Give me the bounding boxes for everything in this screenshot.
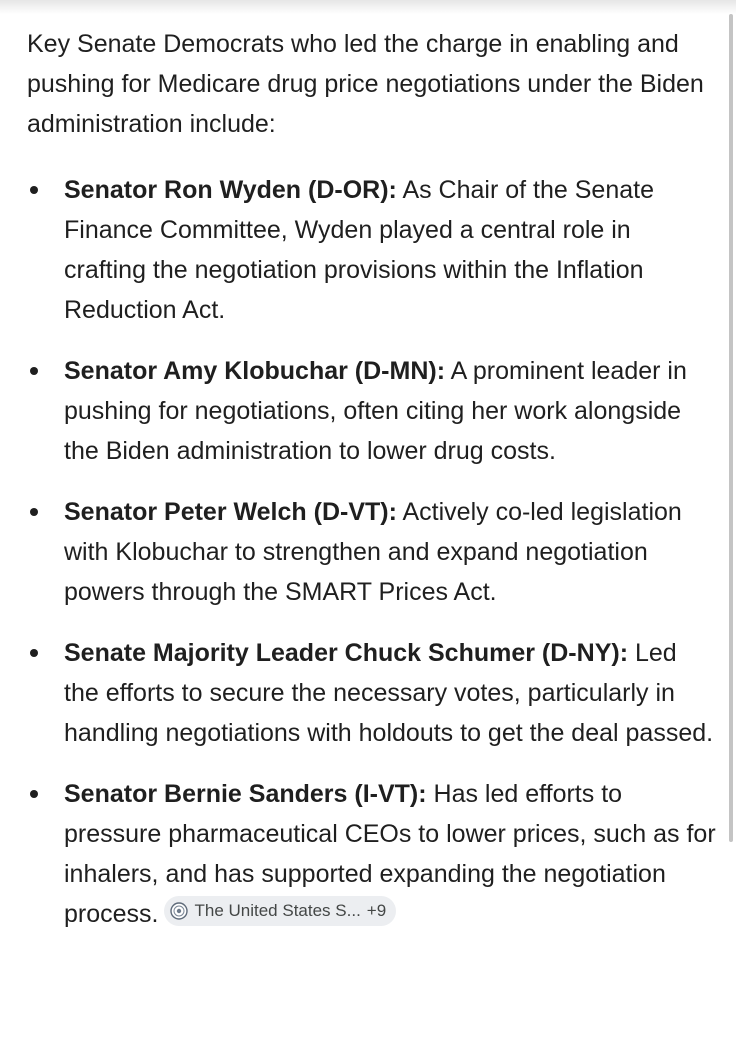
source-chip-label: The United States S... <box>194 901 361 920</box>
source-chip-count: +9 <box>366 901 387 920</box>
top-edge-shadow <box>0 0 736 14</box>
response-content <box>27 24 717 955</box>
senator-description: A prominent leader in pushing for negotiations, often citing her work alongside the Biden administration to lower drug costs. <box>64 357 687 465</box>
senator-name: Senator Bernie Sanders (I-VT): <box>64 780 427 808</box>
bullet-icon <box>30 790 38 798</box>
senator-description: Actively co-led legislation with Klobuchar to strengthen and expand negotiation powers through the SMART Prices Act. <box>64 498 682 606</box>
list-item <box>27 633 717 753</box>
intro-paragraph: Key Senate Democrats who led the charge in enabling and pushing for Medicare drug price negotiations under the Biden administration include: <box>27 30 704 138</box>
senator-description: Led the efforts to secure the necessary votes, particularly in handling negotiations with holdouts to get the deal passed. <box>64 639 714 747</box>
senator-description: Has led efforts to pressure pharmaceutical CEOs to lower prices, such as for inhalers, and has supported expanding the negotiation process. <box>64 780 716 928</box>
senator-name: Senate Majority Leader Chuck Schumer (D-NY): <box>64 639 629 667</box>
scrollbar-thumb[interactable] <box>729 14 733 842</box>
list-item <box>27 170 717 330</box>
senator-description: As Chair of the Senate Finance Committee, Wyden played a central role in crafting the negotiation provisions within the Inflation Reduction Act. <box>64 176 654 324</box>
source-chip[interactable] <box>164 896 396 926</box>
senator-name: Senator Amy Klobuchar (D-MN): <box>64 357 446 385</box>
senator-name: Senator Ron Wyden (D-OR): <box>64 176 397 204</box>
list-item <box>27 492 717 612</box>
senator-name: Senator Peter Welch (D-VT): <box>64 498 397 526</box>
bullet-icon <box>30 186 38 194</box>
senator-list <box>27 170 717 934</box>
seal-icon <box>170 902 188 920</box>
bullet-icon <box>30 508 38 516</box>
bullet-icon <box>30 649 38 657</box>
list-item <box>27 774 717 934</box>
bullet-icon <box>30 367 38 375</box>
list-item <box>27 351 717 471</box>
